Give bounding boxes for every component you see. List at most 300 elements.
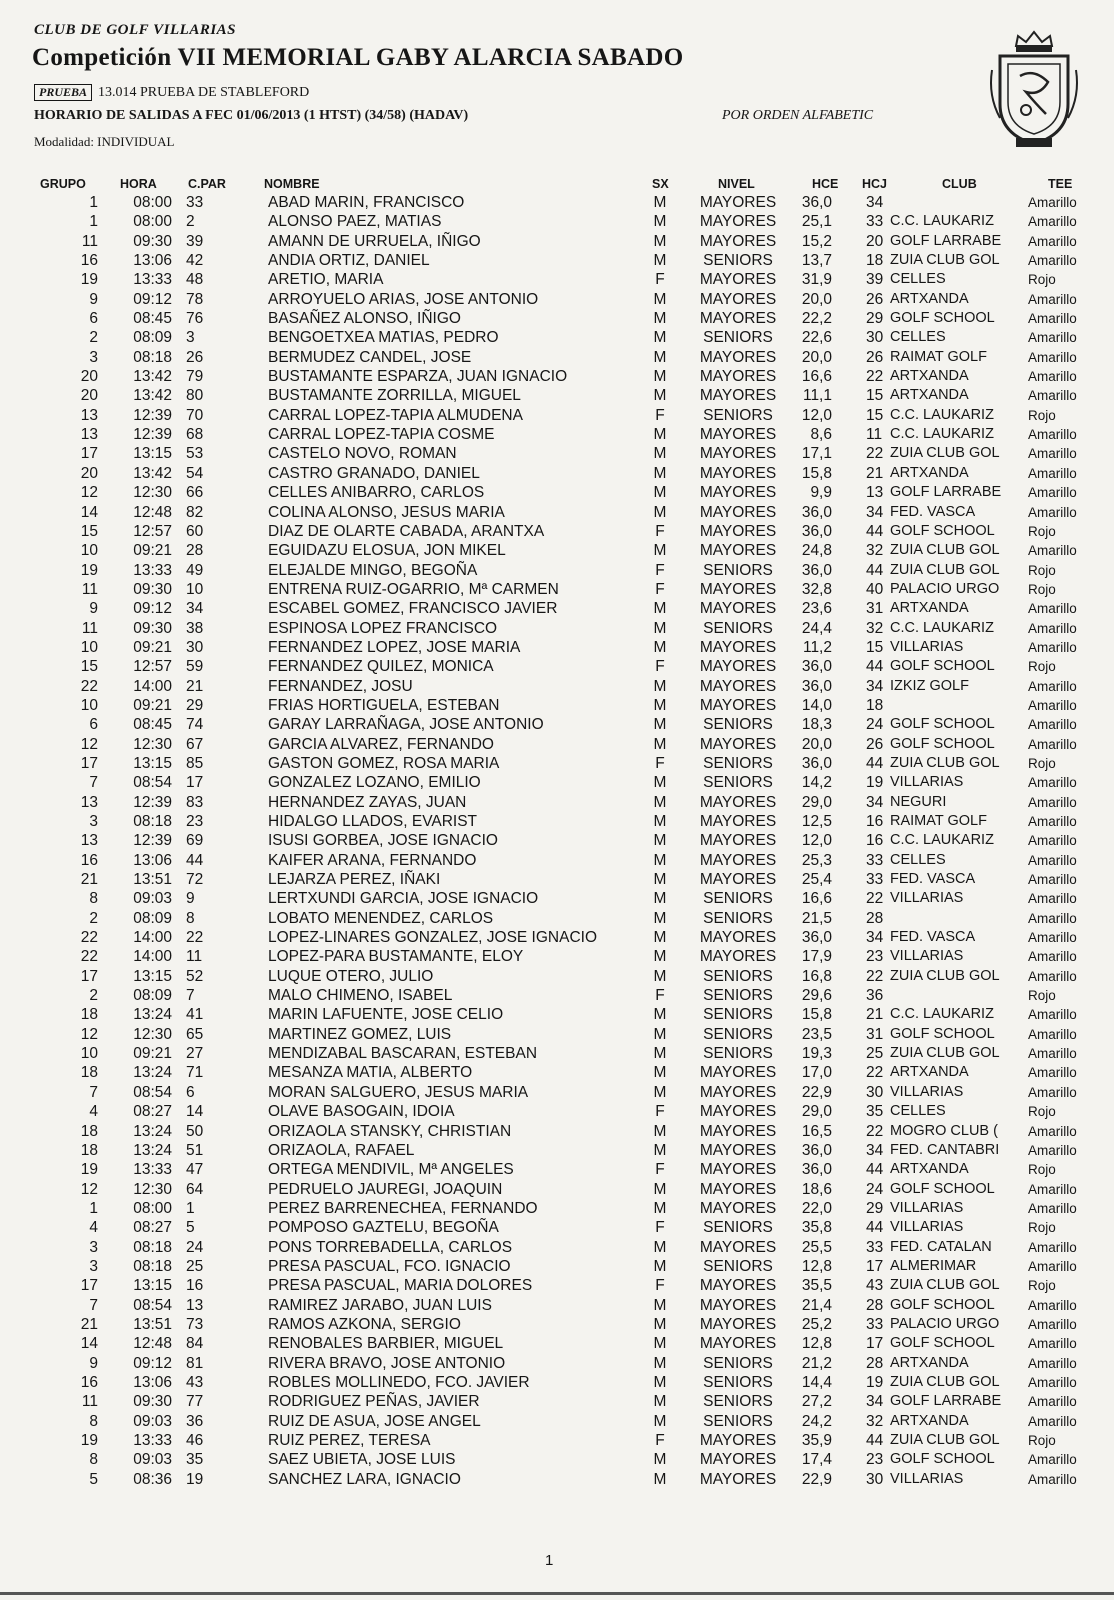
hce-cell: 20,0 [801,348,832,366]
tee-cell: Amarillo [1028,814,1077,829]
hcj-cell: 44 [866,522,884,540]
tee-cell: Amarillo [1028,214,1077,230]
sx-cell: F [655,580,665,598]
hcj-cell: 34 [866,677,884,695]
club-cell: GOLF SCHOOL [890,1296,995,1313]
hce-cell: 23,6 [801,600,832,618]
table-row [0,677,1114,696]
table-row [0,870,1114,889]
club-cell: ARTXANDA [890,387,969,404]
table-row [0,1160,1114,1179]
club-cell: GOLF SCHOOL [890,1451,995,1468]
sx-cell: M [653,1199,667,1217]
cpar-cell: 13 [186,1296,204,1314]
hce-cell: 35,9 [801,1432,832,1449]
club-cell: ZUIA CLUB GOL [890,445,1000,462]
hcj-cell: 33 [866,213,884,231]
grupo-cell: 20 [80,368,98,386]
table-row [0,947,1114,966]
cpar-cell: 34 [186,600,204,618]
table-row [0,1102,1114,1121]
cpar-cell: 5 [186,1219,195,1237]
cpar-cell: 54 [186,464,204,482]
nombre-cell: PRESA PASCUAL, FCO. IGNACIO [268,1257,511,1275]
hcj-cell: 24 [866,716,884,734]
hcj-cell: 15 [866,638,884,656]
hce-cell: 16,8 [801,967,832,985]
hce-cell: 21,2 [801,1354,832,1372]
sx-cell: M [653,1025,667,1043]
nivel-cell: SENIORS [703,909,773,927]
nivel-cell: SENIORS [703,967,773,985]
club-cell: C.C. LAUKARIZ [890,213,994,230]
tee-cell: Amarillo [1028,968,1077,984]
nombre-cell: CARRAL LOPEZ-TAPIA COSME [268,426,495,444]
tee-cell: Amarillo [1028,253,1077,269]
club-cell: ARTXANDA [890,1354,969,1371]
tee-cell: Amarillo [1028,195,1077,210]
table-row [0,232,1114,251]
sx-cell: F [655,561,665,579]
hora-cell: 13:33 [133,1161,172,1179]
sx-cell: M [653,948,667,966]
nivel-cell: MAYORES [699,387,777,405]
grupo-cell: 21 [80,1315,98,1333]
hcj-cell: 15 [866,406,884,424]
hce-cell: 12,0 [801,406,832,424]
sx-cell: M [653,484,667,502]
nombre-cell: RENOBALES BARBIER, MIGUEL [268,1335,504,1353]
cpar-cell: 76 [186,310,204,328]
table-row [0,986,1114,1005]
tee-cell: Amarillo [1028,427,1077,443]
cpar-cell: 6 [186,1083,195,1101]
hcj-cell: 26 [866,290,884,308]
hce-cell: 15,2 [801,232,832,250]
tee-cell: Amarillo [1028,620,1077,636]
hora-cell: 12:39 [133,793,172,811]
grupo-cell: 4 [89,1103,98,1121]
nombre-cell: FRIAS HORTIGUELA, ESTEBAN [268,696,500,714]
tee-cell: Amarillo [1028,1142,1077,1158]
club-cell: C.C. LAUKARIZ [890,832,994,849]
tee-cell: Amarillo [1028,369,1077,385]
hce-cell: 22,9 [801,1470,832,1488]
club-cell: ZUIA CLUB GOL [890,561,1000,578]
grupo-cell: 13 [80,793,98,811]
club-cell: FED. VASCA [890,503,976,520]
tee-cell: Rojo [1028,407,1056,423]
hora-cell: 13:42 [133,387,172,405]
nivel-cell: MAYORES [699,310,777,328]
nivel-cell: MAYORES [699,464,777,482]
table-row [0,889,1114,908]
sx-cell: M [653,1141,667,1159]
table-row [0,715,1114,734]
hce-cell: 25,1 [801,213,832,231]
hce-cell: 14,0 [801,696,832,714]
hce-cell: 32,8 [801,580,832,598]
page-number: 1 [545,1552,554,1569]
grupo-cell: 6 [89,310,98,328]
grupo-cell: 15 [80,522,98,540]
tee-cell: Rojo [1028,1278,1056,1294]
grupo-cell: 22 [80,948,98,966]
hora-cell: 08:18 [133,348,172,366]
tee-cell: Amarillo [1028,291,1077,307]
hora-cell: 09:30 [133,232,172,250]
prueba-line [34,84,309,101]
sx-cell: F [655,522,665,540]
hcj-cell: 26 [866,735,884,753]
tee-cell: Amarillo [1028,717,1077,733]
hcj-cell: 13 [866,484,884,502]
table-row [0,367,1114,386]
club-cell: C.C. LAUKARIZ [890,406,994,423]
nivel-cell: MAYORES [699,232,777,250]
club-cell: FED. CANTABRI [890,1141,1000,1158]
nombre-cell: ROBLES MOLLINEDO, FCO. JAVIER [268,1373,530,1391]
hce-cell: 20,0 [801,735,832,753]
hce-cell: 25,2 [801,1315,832,1333]
table-row [0,1083,1114,1102]
table-row [0,1412,1114,1431]
grupo-cell: 18 [80,1064,98,1082]
cpar-cell: 70 [186,406,204,424]
grupo-cell: 11 [81,580,98,598]
club-cell: PALACIO URGO [890,1315,1000,1332]
cpar-cell: 44 [186,851,204,869]
cpar-cell: 84 [186,1335,204,1353]
table-row [0,1431,1114,1450]
table-row [0,1334,1114,1353]
hcj-cell: 31 [866,600,884,618]
hcj-cell: 16 [866,832,884,850]
nombre-cell: BENGOETXEA MATIAS, PEDRO [268,329,499,347]
club-cell: ZUIA CLUB GOL [890,1432,1000,1448]
cpar-cell: 3 [186,329,195,347]
hcj-cell: 33 [866,871,884,889]
hce-cell: 12,5 [801,813,832,830]
nombre-cell: PEREZ BARRENECHEA, FERNANDO [268,1199,538,1217]
nombre-cell: FERNANDEZ, JOSU [268,677,413,695]
tee-cell: Amarillo [1028,330,1077,346]
nivel-cell: MAYORES [699,271,777,289]
grupo-cell: 12 [80,1025,98,1043]
col-sx: SX [652,177,669,191]
sx-cell: M [653,1064,667,1082]
tee-cell: Amarillo [1028,311,1077,327]
club-cell: GOLF LARRABE [890,484,1002,501]
nombre-cell: DIAZ DE OLARTE CABADA, ARANTXA [268,522,545,540]
nivel-cell: MAYORES [699,638,777,656]
cpar-cell: 33 [186,194,204,211]
cpar-cell: 78 [186,290,204,308]
nivel-cell: MAYORES [699,1161,777,1179]
nombre-cell: RODRIGUEZ PEÑAS, JAVIER [268,1393,480,1411]
nombre-cell: BERMUDEZ CANDEL, JOSE [268,348,472,366]
hcj-cell: 19 [866,1373,884,1391]
club-cell: GOLF SCHOOL [890,1180,995,1197]
tee-cell: Rojo [1028,562,1056,578]
hce-cell: 36,0 [801,194,832,211]
tee-cell: Amarillo [1028,678,1077,694]
nombre-cell: LERTXUNDI GARCIA, JOSE IGNACIO [268,890,539,908]
nombre-cell: RUIZ DE ASUA, JOSE ANGEL [268,1412,481,1430]
hora-cell: 14:00 [133,948,172,966]
table-row [0,1392,1114,1411]
competition-title: Competición VII MEMORIAL GABY ALARCIA SABADO [32,44,684,71]
hce-cell: 22,9 [801,1083,832,1101]
tee-cell: Amarillo [1028,1452,1077,1468]
nombre-cell: RIVERA BRAVO, JOSE ANTONIO [268,1354,506,1372]
grupo-cell: 11 [81,619,98,637]
grupo-cell: 12 [80,1180,98,1198]
hce-cell: 36,0 [801,658,832,676]
tee-cell: Amarillo [1028,1394,1077,1410]
sx-cell: M [653,890,667,908]
nivel-cell: MAYORES [699,1315,777,1333]
cpar-cell: 72 [186,871,204,889]
nivel-cell: MAYORES [699,929,777,947]
col-nivel: NIVEL [718,177,755,191]
table-row [0,831,1114,850]
nombre-cell: ENTRENA RUIZ-OGARRIO, Mª CARMEN [268,580,559,598]
start-list-table [0,193,1114,1489]
grupo-cell: 1 [89,213,98,231]
grupo-cell: 11 [81,232,98,250]
cpar-cell: 50 [186,1122,204,1140]
nivel-cell: SENIORS [703,890,773,908]
sx-cell: M [653,1354,667,1372]
tee-cell: Amarillo [1028,736,1077,752]
cpar-cell: 80 [186,387,204,405]
club-cell: ARTXANDA [890,1161,969,1178]
table-row [0,483,1114,502]
cpar-cell: 51 [186,1141,204,1159]
club-name: CLUB DE GOLF VILLARIAS [34,22,237,38]
hcj-cell: 26 [866,348,884,366]
sx-cell: M [653,1083,667,1101]
table-row [0,812,1114,831]
hora-cell: 08:09 [133,909,172,927]
hora-cell: 08:18 [133,1238,172,1256]
sx-cell: M [653,252,667,270]
sx-cell: F [655,658,665,676]
club-cell: VILLARIAS [890,1083,964,1100]
tee-cell: Amarillo [1028,446,1077,462]
nivel-cell: SENIORS [703,1393,773,1411]
nivel-cell: SENIORS [703,754,773,772]
hora-cell: 12:39 [133,406,172,424]
grupo-cell: 17 [80,1277,98,1295]
hora-cell: 08:18 [133,1257,172,1275]
nivel-cell: MAYORES [699,1141,777,1159]
grupo-cell: 2 [89,987,98,1005]
hce-cell: 36,0 [801,929,832,947]
hcj-cell: 30 [866,1470,884,1488]
club-cell: RAIMAT GOLF [890,348,987,365]
grupo-cell: 10 [80,696,98,714]
table-row [0,1199,1114,1218]
club-cell: NEGURI [890,793,947,810]
table-row [0,212,1114,231]
sx-cell: M [653,1257,667,1275]
club-cell: ZUIA CLUB GOL [890,967,1000,984]
hcj-cell: 34 [866,1393,884,1411]
cpar-cell: 46 [186,1432,204,1449]
hce-cell: 18,6 [801,1180,832,1198]
nivel-cell: MAYORES [699,484,777,502]
club-cell: VILLARIAS [890,890,964,907]
nivel-cell: SENIORS [703,329,773,347]
sx-cell: M [653,696,667,714]
tee-cell: Amarillo [1028,485,1077,501]
hora-cell: 12:48 [133,503,172,521]
nivel-cell: MAYORES [699,542,777,560]
grupo-cell: 5 [89,1470,98,1488]
tee-cell: Amarillo [1028,1258,1077,1274]
cpar-cell: 1 [186,1199,195,1217]
table-row [0,657,1114,676]
club-cell: CELLES [890,1103,946,1120]
hce-cell: 24,2 [801,1412,832,1430]
sx-cell: M [653,832,667,850]
grupo-cell: 13 [80,406,98,424]
club-cell: ZUIA CLUB GOL [890,754,1000,771]
club-cell: FED. VASCA [890,929,976,946]
nombre-cell: GASTON GOMEZ, ROSA MARIA [268,754,500,772]
nombre-cell: RAMIREZ JARABO, JUAN LUIS [268,1296,492,1314]
hce-cell: 17,1 [801,445,832,463]
col-nombre: NOMBRE [264,177,320,191]
hora-cell: 12:30 [133,735,172,753]
grupo-cell: 16 [80,851,98,869]
sx-cell: F [655,987,665,1005]
table-row [0,1005,1114,1024]
cpar-cell: 39 [186,232,204,250]
grupo-cell: 1 [89,1199,98,1217]
table-row [0,1470,1114,1489]
nivel-cell: SENIORS [703,987,773,1005]
nivel-cell: MAYORES [699,1451,777,1469]
hora-cell: 12:30 [133,1025,172,1043]
cpar-cell: 67 [186,735,204,753]
nivel-cell: MAYORES [699,290,777,308]
club-cell: MOGRO CLUB ( [890,1122,998,1139]
grupo-cell: 7 [89,1083,98,1101]
hcj-cell: 23 [866,948,884,966]
nombre-cell: PEDRUELO JAUREGI, JOAQUIN [268,1180,503,1198]
club-cell: IZKIZ GOLF [890,677,969,694]
hora-cell: 09:21 [133,542,172,560]
hora-cell: 14:00 [133,929,172,947]
cpar-cell: 43 [186,1373,204,1391]
hce-cell: 22,2 [801,310,832,328]
col-hce: HCE [812,177,839,191]
table-row [0,580,1114,599]
club-cell: ARTXANDA [890,464,969,481]
hora-cell: 13:33 [133,271,172,289]
hce-cell: 36,0 [801,503,832,521]
hora-cell: 09:03 [133,1451,172,1469]
sx-cell: M [653,1412,667,1430]
table-row [0,1354,1114,1373]
nivel-cell: SENIORS [703,1257,773,1275]
club-cell: GOLF SCHOOL [890,310,995,327]
cpar-cell: 17 [186,774,204,792]
hce-cell: 23,5 [801,1025,832,1043]
grupo-cell: 8 [89,1412,98,1430]
hce-cell: 12,8 [801,1335,832,1353]
nivel-cell: MAYORES [699,1103,777,1121]
nivel-cell: MAYORES [699,1064,777,1082]
cpar-cell: 73 [186,1315,204,1333]
col-club: CLUB [942,177,977,191]
tee-cell: Amarillo [1028,1046,1077,1062]
club-cell: RAIMAT GOLF [890,813,987,829]
nivel-cell: MAYORES [699,871,777,889]
cpar-cell: 16 [186,1277,204,1295]
sx-cell: M [653,445,667,463]
table-row [0,1180,1114,1199]
hcj-cell: 22 [866,368,884,386]
nivel-cell: MAYORES [699,1083,777,1101]
nivel-cell: MAYORES [699,503,777,521]
hora-cell: 13:24 [133,1122,172,1140]
hora-cell: 13:42 [133,368,172,386]
hce-cell: 19,3 [801,1045,832,1063]
hora-cell: 13:15 [133,1277,172,1295]
club-cell: PALACIO URGO [890,580,1000,597]
grupo-cell: 19 [80,1161,98,1179]
grupo-cell: 15 [80,658,98,676]
sx-cell: M [653,1451,667,1469]
tee-cell: Rojo [1028,1433,1056,1448]
sx-cell: F [655,754,665,772]
nivel-cell: SENIORS [703,1006,773,1024]
hora-cell: 08:54 [133,774,172,792]
table-row [0,406,1114,425]
hcj-cell: 44 [866,561,884,579]
hcj-cell: 21 [866,1006,884,1024]
nivel-cell: SENIORS [703,252,773,270]
tee-cell: Amarillo [1028,910,1077,926]
cpar-cell: 30 [186,638,204,656]
nombre-cell: EGUIDAZU ELOSUA, JON MIKEL [268,542,506,560]
sx-cell: M [653,368,667,386]
cpar-cell: 85 [186,754,204,772]
grupo-cell: 10 [80,1045,98,1063]
hora-cell: 13:33 [133,1432,172,1449]
nivel-cell: MAYORES [699,580,777,598]
hce-cell: 8,6 [810,426,832,444]
hora-cell: 12:39 [133,426,172,444]
hora-cell: 13:51 [133,1315,172,1333]
nivel-cell: MAYORES [699,445,777,463]
nivel-cell: MAYORES [699,426,777,444]
hcj-cell: 30 [866,329,884,347]
tee-cell: Amarillo [1028,949,1077,965]
tee-cell: Amarillo [1028,891,1077,907]
nivel-cell: MAYORES [699,677,777,695]
nivel-cell: MAYORES [699,348,777,366]
hcj-cell: 30 [866,1083,884,1101]
hcj-cell: 33 [866,1238,884,1256]
hora-cell: 12:48 [133,1335,172,1353]
hora-cell: 09:30 [133,580,172,598]
nivel-cell: MAYORES [699,813,777,830]
